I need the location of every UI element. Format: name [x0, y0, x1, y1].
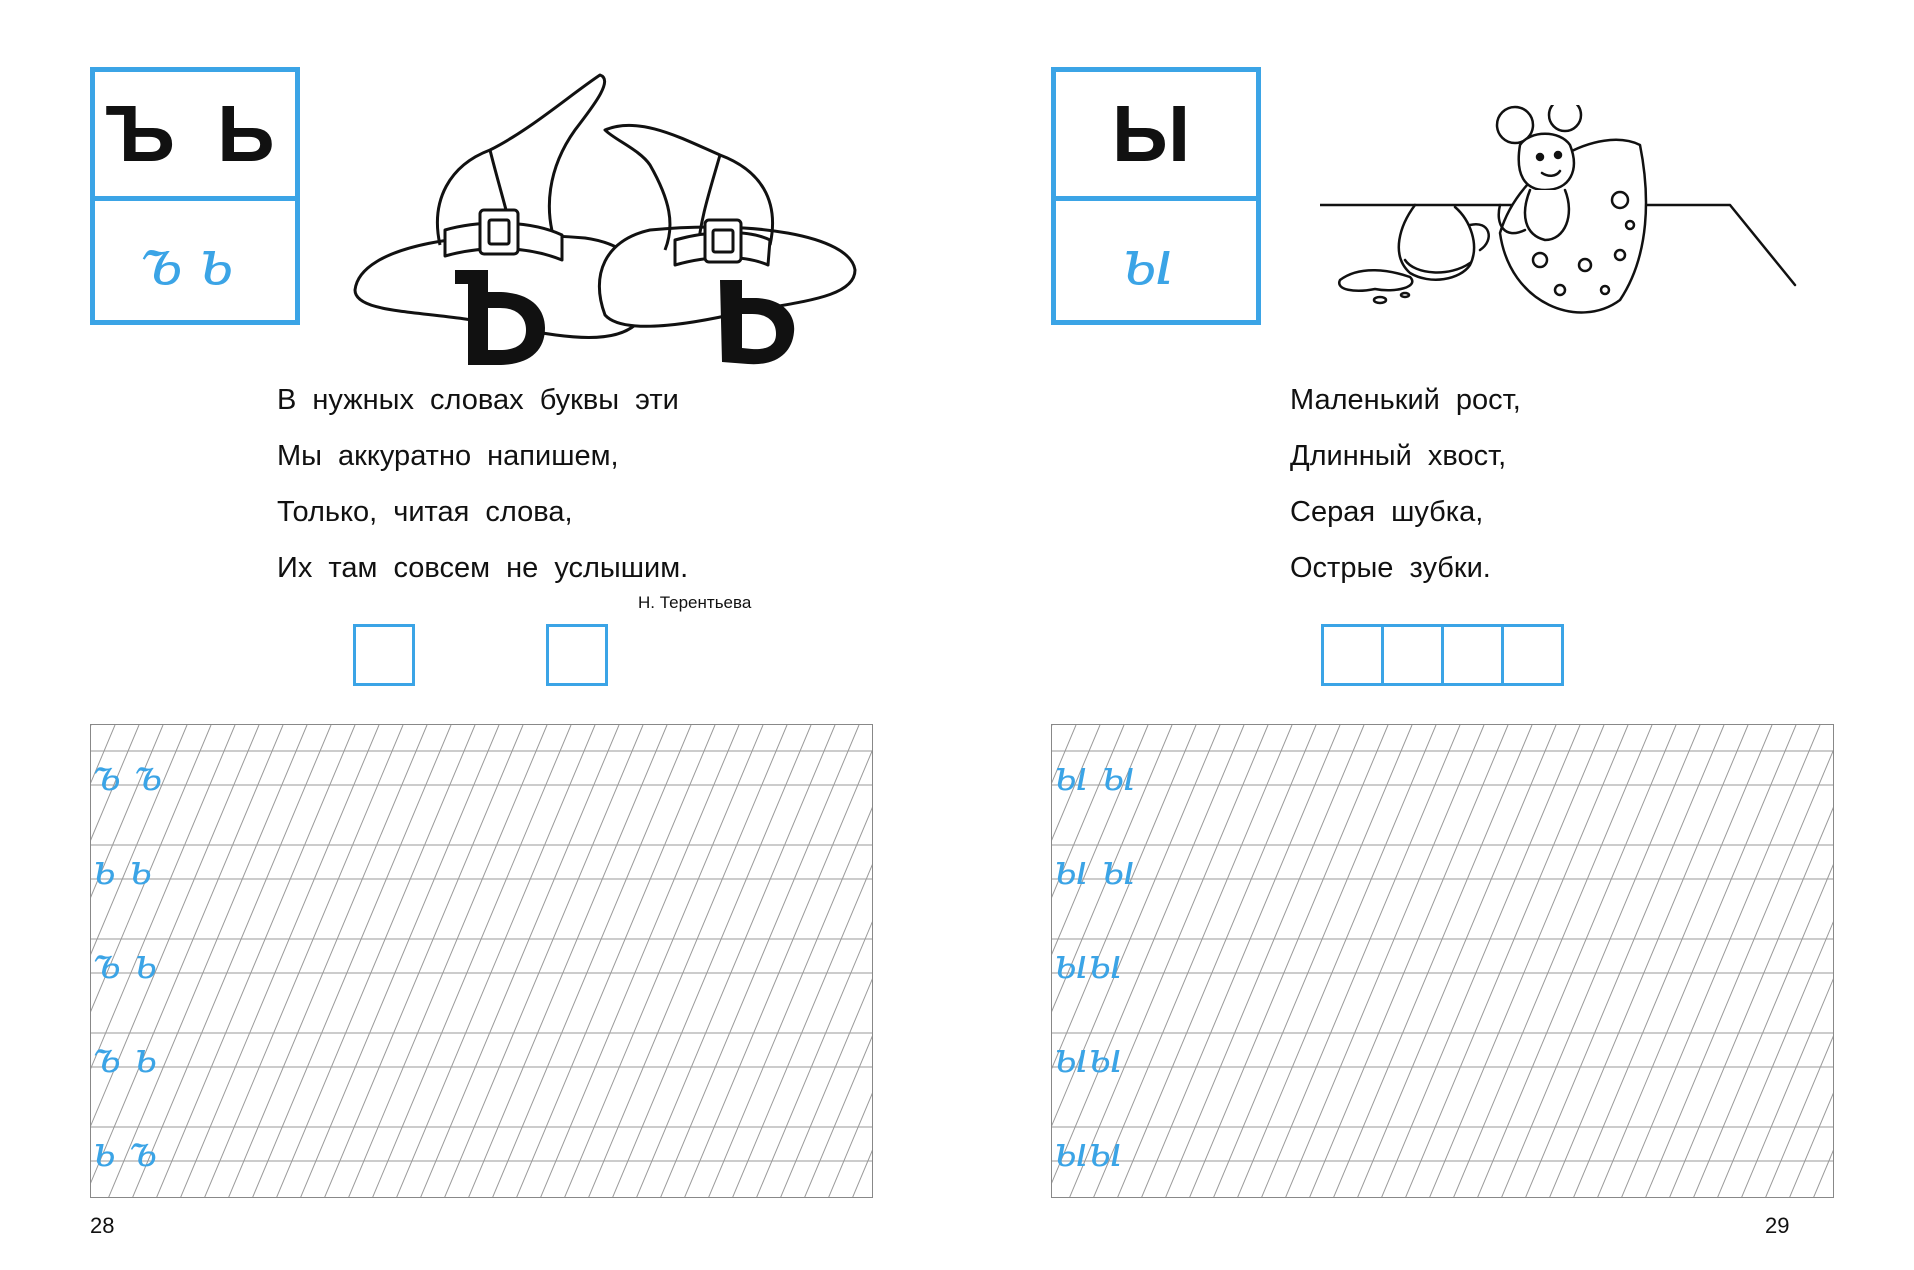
slanted-grid [91, 725, 873, 1198]
mouse-with-cheese-icon [1320, 105, 1800, 330]
copybook-row: ъ ь [93, 939, 158, 988]
page-number: 29 [1765, 1213, 1790, 1238]
cursive-letter: ь [198, 226, 250, 300]
copybook-row: ы ы [1054, 845, 1136, 894]
copybook-row: ь ъ [93, 1127, 158, 1176]
poem-author: Н. Терентьева [638, 593, 752, 612]
poem-line: Острые зубки. [1290, 552, 1491, 584]
page-29 [957, 0, 1914, 1270]
copybook-row: ыы [1054, 1033, 1123, 1082]
poem-line: Серая шубка, [1290, 496, 1484, 528]
poem-line: Мы аккуратно напишем, [277, 440, 619, 472]
answer-box[interactable] [353, 624, 415, 686]
cursive-letters [1056, 201, 1256, 325]
letter-card-yery [1051, 67, 1261, 325]
copybook-row: ы ы [1054, 751, 1136, 800]
answer-boxes [1321, 624, 1564, 686]
copybook-row: ъ ь [93, 1033, 158, 1082]
cursive-letter: ъ [140, 226, 199, 300]
poem-line: Маленький рост, [1290, 384, 1521, 416]
copybook-row: ь ь [93, 845, 153, 894]
slanted-grid [1052, 725, 1834, 1198]
two-witch-hats-icon [350, 70, 860, 370]
poem-line: Их там совсем не услышим. [277, 552, 689, 584]
cursive-letters [95, 201, 295, 325]
cursive-letter: ы [1121, 226, 1191, 300]
copybook-grid[interactable] [90, 724, 873, 1198]
answer-box[interactable] [1324, 627, 1384, 683]
answer-box[interactable] [1444, 627, 1504, 683]
printed-letters: Ъ Ь [95, 72, 295, 201]
copybook-grid[interactable] [1051, 724, 1834, 1198]
answer-box[interactable] [1384, 627, 1444, 683]
letter-card-hard-soft-sign [90, 67, 300, 325]
copybook-row: ъ ъ [93, 751, 163, 800]
poem [1290, 372, 1521, 596]
copybook-row: ыы [1054, 939, 1123, 988]
poem-line: Только, читая слова, [277, 496, 573, 528]
answer-box[interactable] [1504, 627, 1561, 683]
answer-box[interactable] [546, 624, 608, 686]
poem-line: В нужных словах буквы эти [277, 384, 679, 416]
copybook-row: ыы [1054, 1127, 1123, 1176]
page-number: 28 [90, 1213, 115, 1238]
printed-letters: Ы [1056, 72, 1256, 201]
poem [277, 372, 688, 596]
poem-line: Длинный хвост, [1290, 440, 1507, 472]
